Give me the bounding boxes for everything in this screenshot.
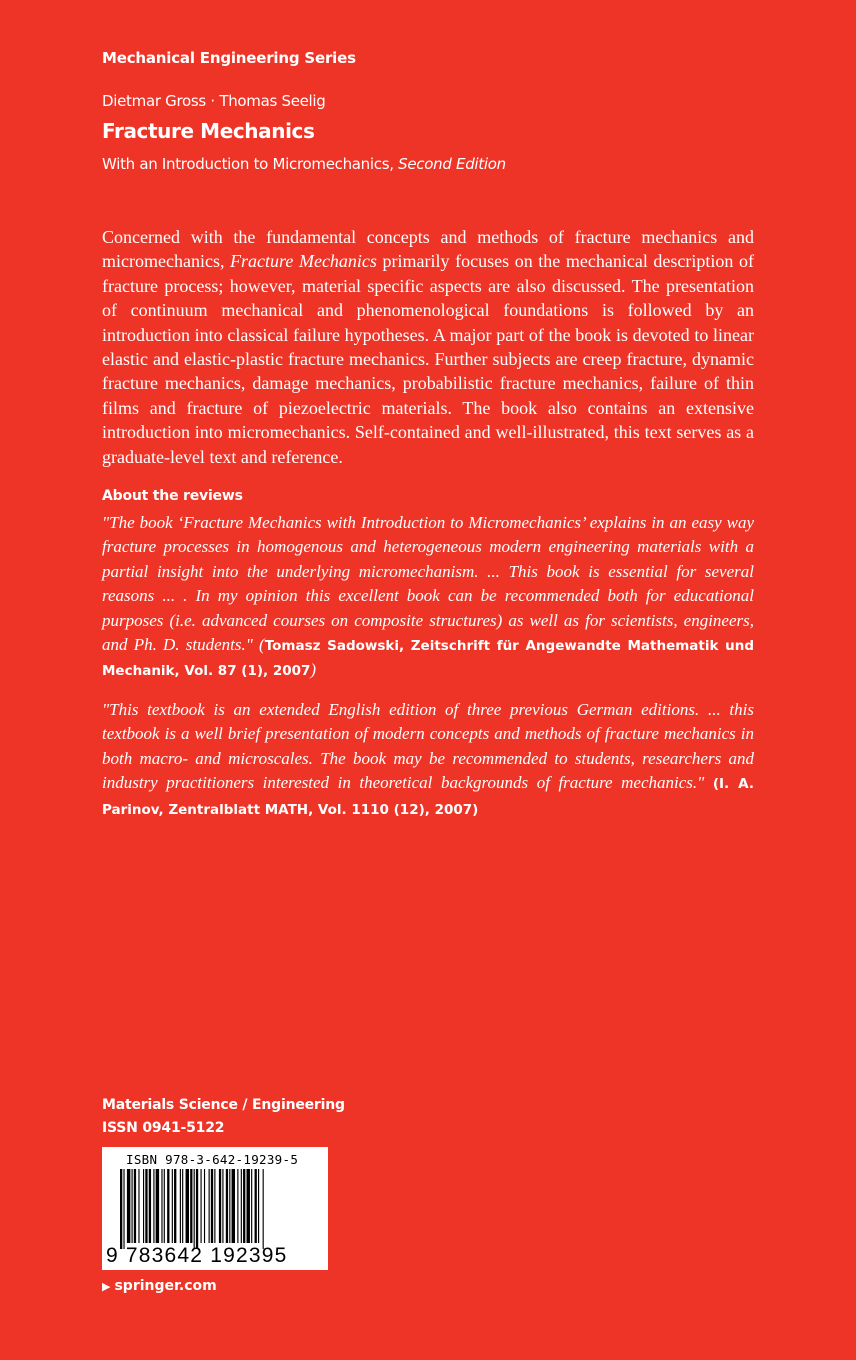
book-subtitle (102, 155, 506, 173)
arrow-right-icon: ▶ (102, 1280, 111, 1293)
review-1-close: ) (310, 660, 317, 680)
reviews-heading: About the reviews (102, 488, 243, 504)
review-2-citation: I. A. Parinov, Zentralblatt MATH, Vol. 1110 (12), 2007 (102, 776, 754, 818)
review-2-quote: "This textbook is an extended English edition of three previous German editions. ... this textbook is a well brief presentation of modern concepts and methods of fracture mechanics in both macro- and microscales. The book may be recommended to students, researchers and industry practitioners interested in theoretical backgrounds of fracture mechanics." (102, 700, 754, 793)
review-2 (102, 698, 754, 822)
barcode-digits: 9 783642 192395 (106, 1244, 288, 1267)
description-part1: Concerned with the fundamental concepts and methods of fracture mechanics and micromechanics, (102, 227, 754, 272)
description-part2: primarily focuses on the mechanical description of fracture process; however, material specific aspects are also discussed. The presentation of continuum mechanical and phenomenological foundations is followed by an introduction into classical failure hypotheses. A major part of the book is devoted to linear elastic and elastic-plastic fracture mechanics. Further subjects are creep fracture, dynamic fracture mechanics, damage mechanics, probabilistic fracture mechanics, failure of thin films and fracture of piezoelectric materials. The book also contains an extensive introduction into micromechanics. Self-contained and well-illustrated, this text serves as a graduate-level text and reference. (102, 251, 754, 467)
subtitle-edition: Second Edition (398, 155, 506, 173)
book-title: Fracture Mechanics (102, 119, 315, 143)
review-1-citation: Tomasz Sadowski, Zeitschrift für Angewandte Mathematik und Mechanik, Vol. 87 (1), 2007 (102, 638, 754, 680)
review-1 (102, 511, 754, 684)
isbn-label: ISBN 978-3-642-19239-5 (126, 1152, 299, 1167)
subtitle-main: With an Introduction to Micromechanics, (102, 155, 399, 173)
website-label: springer.com (114, 1278, 217, 1294)
book-description (102, 225, 754, 469)
description-italic-title: Fracture Mechanics (230, 251, 377, 272)
review-2-close: ) (472, 801, 479, 818)
publisher-website[interactable] (102, 1278, 217, 1294)
barcode (102, 1147, 328, 1270)
issn: ISSN 0941-5122 (102, 1120, 225, 1136)
review-2-open: ( (712, 776, 720, 793)
barcode-bars (120, 1169, 310, 1249)
series-name: Mechanical Engineering Series (102, 49, 356, 67)
authors: Dietmar Gross · Thomas Seelig (102, 92, 326, 110)
subject-category: Materials Science / Engineering (102, 1097, 345, 1113)
review-1-quote: "The book ‘Fracture Mechanics with Introduction to Micromechanics’ explains in an easy way fracture processes in homogenous and heterogeneous modern engineering materials with a partial insight into the underlying micromechanism. ... This book is essential for several reasons ... . In my opinion this excellent book can be recommended both for educational purposes (i.e. advanced courses on composite structures) as well as for scientists, engineers, and Ph. D. students." (102, 513, 754, 655)
review-1-open: ( (259, 635, 265, 655)
